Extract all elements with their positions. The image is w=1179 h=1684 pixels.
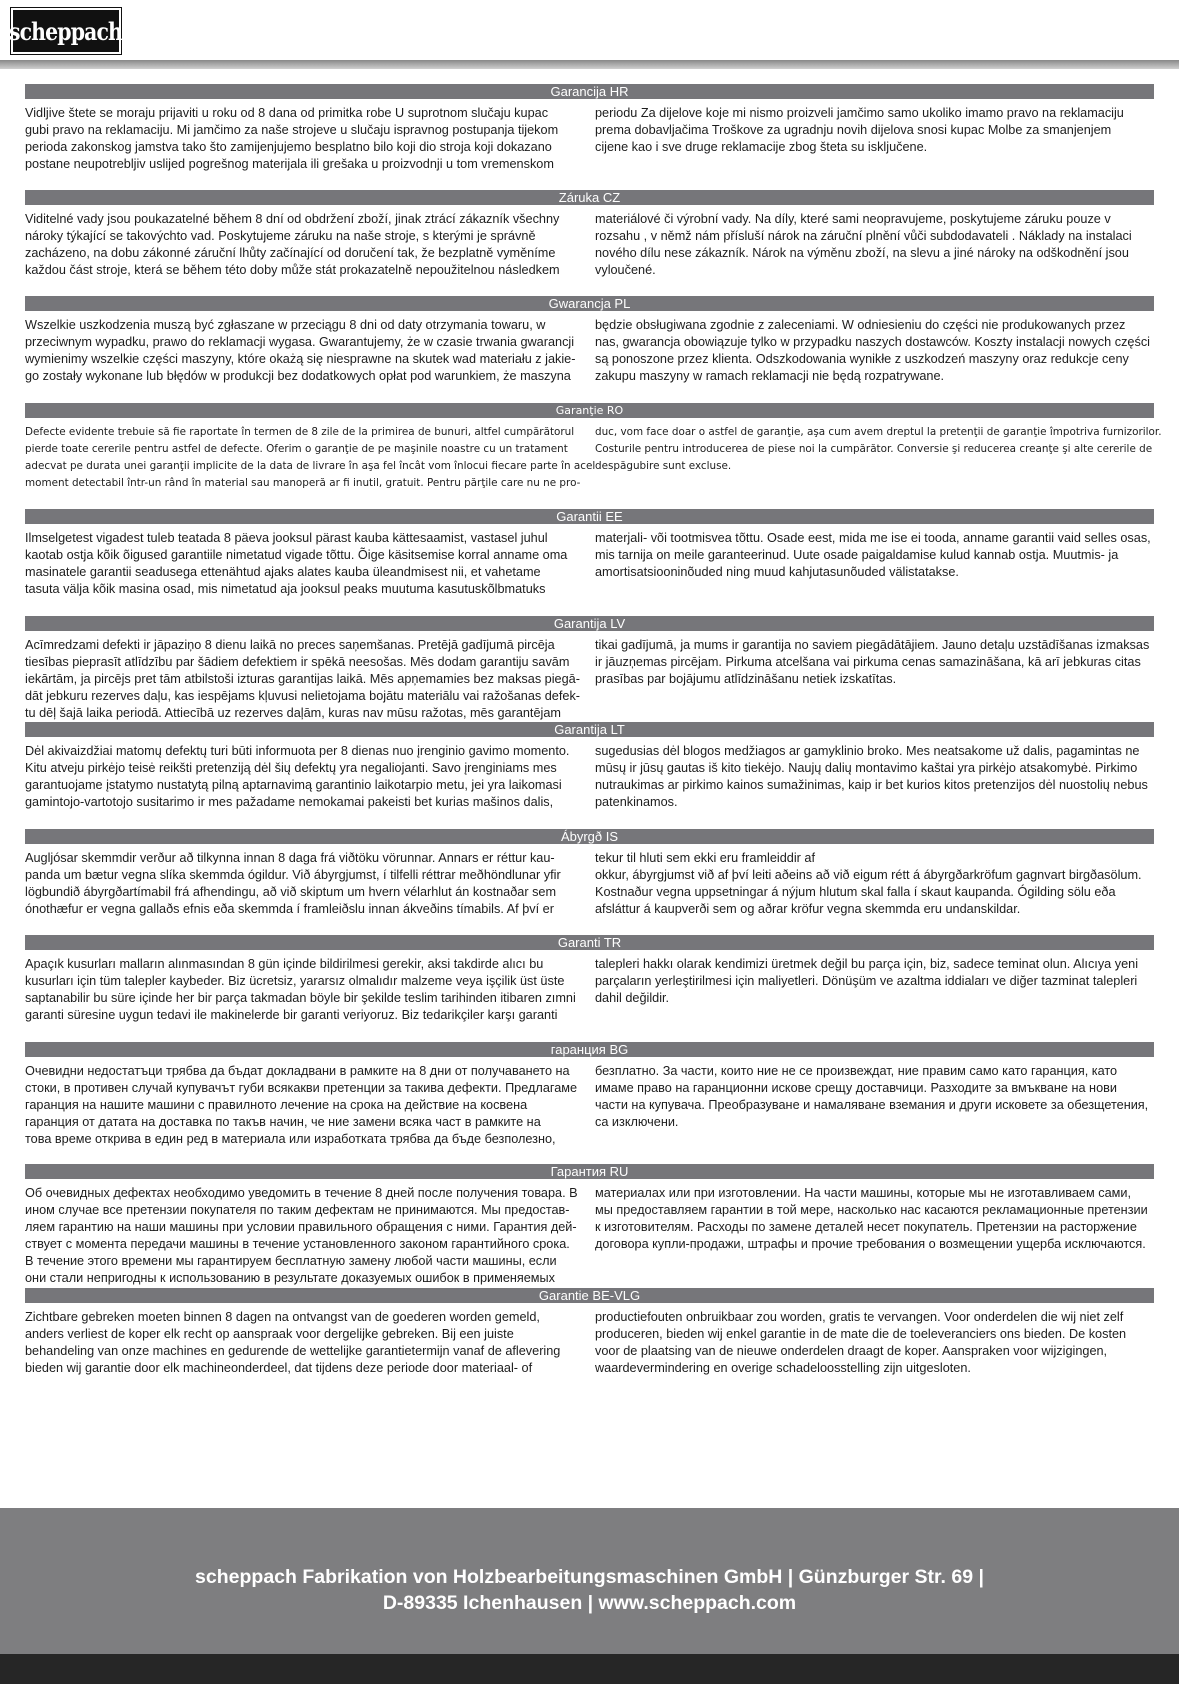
- text-line: Очевидни недостатъци трябва да бъдат докладвани в рамките на 8 дни от получаването на: [25, 1064, 570, 1078]
- text-line: postane neupotrebljiv uslijed pogrešnog materijala ili grešaka u proizvodnji u tom vremenskom: [25, 157, 554, 171]
- header-divider-bar: [0, 60, 1179, 69]
- text-line: panda um bætur vegna slíka skemmda ógildur. Við ábyrgjumst, í tilfelli réttrar meðhöndlunar yfir: [25, 868, 561, 882]
- section-title-ru: Гарантия RU: [25, 1164, 1154, 1179]
- footer-line-1: scheppach Fabrikation von Holzbearbeitungsmaschinen GmbH | Günzburger Str. 69 |: [195, 1566, 984, 1588]
- text-line: Defecte evidente trebuie să fie raportate în termen de 8 zile de la primirea de bunuri, altfel cumpărătorul: [25, 426, 575, 438]
- text-line: nového dílu nese zákazník. Nárok na výměnu zboží, na slevu a jiné nároky na odškodnění jsou: [595, 246, 1129, 260]
- text-line: ónothæfur er vegna gallaðs efnis eða skemmda í framleiðslu innan ákveðins tímabils. Af því er: [25, 902, 554, 916]
- text-line: materiálové či výrobní vady. Na díly, které sami neopravujeme, poskytujeme záruku pouze v: [595, 212, 1111, 226]
- text-line: materjali- või tootmisvea tõttu. Osade eest, mida me ise ei tooda, anname garantii vaid selles osas,: [595, 531, 1151, 545]
- text-line: pierde toate cererile pentru astfel de defecte. Oferim o garanţie de pe maşinile noastre cu un tratament: [25, 443, 568, 455]
- text-line: Kostnaður vegna uppsetningar á nýjum hlutum skal falla í skaut kaupanda. Ógilding sölu eða: [595, 885, 1116, 899]
- text-line: Zichtbare gebreken moeten binnen 8 dagen na ontvangst van de goederen worden gemeld,: [25, 1310, 540, 1324]
- section-title-lv: Garantija LV: [25, 616, 1154, 631]
- logo-text: scheppach: [9, 16, 123, 46]
- section-is-left-column: [25, 850, 561, 918]
- text-line: мы предоставляем гарантии в той мере, насколько нас касаются рекламационные претензии: [595, 1203, 1148, 1217]
- text-line: są ponoszone przez klienta. Odszkodowania wynikłe z uszkodzeń maszyny oraz redukcje ceny: [595, 352, 1129, 366]
- text-line: bieden wij garantie door elk machineonderdeel, dat tijdens deze periode door materiaal- of: [25, 1361, 533, 1375]
- section-title-tr: Garanti TR: [25, 935, 1154, 950]
- text-line: Acīmredzami defekti ir jāpaziņo 8 dienu laikā no preces saņemšanas. Pretējā gadījumā pircēja: [25, 638, 555, 652]
- scheppach-logo: [11, 8, 121, 54]
- section-bg-left-column: [25, 1063, 577, 1148]
- bottom-bar: [0, 1654, 1179, 1684]
- text-line: garantuojame įstatymo nustatytą pilną aptarnavimą garantinio laikotarpio metu, jei yra laikomasi: [25, 778, 562, 792]
- section-title-ro: Garanţie RO: [25, 403, 1154, 418]
- text-line: amortisatsiooninõuded ning muud kahjutasunõuded välistatakse.: [595, 565, 959, 579]
- page-footer: [0, 1508, 1179, 1654]
- text-line: Kitu atveju pirkėjo teisė reikšti pretenziją dėl šių defektų yra negaliojanti. Savo įrenginiams mes: [25, 761, 557, 775]
- text-line: dahil değildir.: [595, 991, 670, 1005]
- section-title-is: Ábyrgð IS: [25, 829, 1154, 844]
- text-line: материалах или при изготовлении. На части машины, которые мы не изготавливаем сами,: [595, 1186, 1131, 1200]
- text-line: sugedusias dėl blogos medžiagos ar gamyklinio broko. Mes neatsakome už dalis, pagamintas ne: [595, 744, 1140, 758]
- text-line: това време открива в един ред в материала или изработката трябва да бъде безполезно,: [25, 1132, 556, 1146]
- text-line: nároky týkající se takovýchto vad. Poskytujeme záruku na naše stroje, s kterými je správně: [25, 229, 536, 243]
- text-line: Vidljive štete se moraju prijaviti u roku od 8 dana od primitka robe U suprotnom slučaju kupac: [25, 106, 549, 120]
- text-line: стоки, в противен случай купувачът губи всякакви претенции за такива дефекти. Предлагаме: [25, 1081, 578, 1095]
- text-line: са изключени.: [595, 1115, 679, 1129]
- section-ee-right-column: [595, 530, 1151, 581]
- text-line: tiesības pieprasīt atlīdzību par šādiem defektiem ir spēkā neesošas. Mēs dodam garantiju savām: [25, 655, 570, 669]
- section-title-lt: Garantija LT: [25, 722, 1154, 737]
- section-ro-left-column: [25, 424, 595, 492]
- section-ro-right-column: [595, 424, 1162, 475]
- text-line: gamintojo-vartotojo susitarimo ir mes pažadame nemokamai pakeisti bet kurias mašinos dalis,: [25, 795, 554, 809]
- text-line: wymienimy wszelkie części maszyny, które okażą się niesprawne na skutek wad materiału z jakie-: [25, 352, 576, 366]
- section-lt-right-column: [595, 743, 1148, 811]
- section-lt-left-column: [25, 743, 569, 811]
- text-line: dāt jebkuru rezerves daļu, kas iespējams kļuvusi nelietojama bojātu materiālu vai ražošanas defek-: [25, 689, 581, 703]
- text-line: части на купувача. Преобразуване и намаляване вземания и други исковете за обезщетения,: [595, 1098, 1149, 1112]
- text-line: będzie obsługiwana zgodnie z zaleceniami. W odniesieniu do części nie produkowanych przez: [595, 318, 1126, 332]
- text-line: ствует с момента передачи машины в течение установленного законом гарантийного срока.: [25, 1237, 570, 1251]
- text-line: voor de plaatsing van de nieuwe onderdelen draagt de koper. Aanspraken voor wijzigingen,: [595, 1344, 1108, 1358]
- text-line: они стали непригодны к использованию в результате доказуемых ошибок в применяемых: [25, 1271, 555, 1285]
- text-line: Об очевидных дефектах необходимо уведомить в течение 8 дней после получения товара. В: [25, 1186, 578, 1200]
- text-line: Apaçık kusurları malların alınmasından 8 gün içinde bildirilmesi gerekir, aksi takdirde alıcı bu: [25, 957, 544, 971]
- section-tr-right-column: [595, 956, 1138, 1007]
- text-line: behandeling van onze machines en gedurende de wettelijke garantietermijn vanaf de aflevering: [25, 1344, 561, 1358]
- text-line: okkur, ábyrgjumst við af því leiti aðeins að við eigum rétt á ábyrgðarkröfum gagnvart birgðasölum.: [595, 868, 1142, 882]
- section-title-be: Garantie BE-VLG: [25, 1288, 1154, 1303]
- text-line: nutraukimas ar pirkimo kainos sumažinimas, kaip ir bet kurios kitos pretenzijos dėl nuostolių nebus: [595, 778, 1148, 792]
- text-line: nas, gwarancja obowiązuje tylko w przypadku naszych dostawców. Koszty instalacji nowych części: [595, 335, 1150, 349]
- text-line: przeciwnym wypadku, prawo do reklamacji wygasa. Gwarantujemy, że w czasie trwania gwarancji: [25, 335, 575, 349]
- page-header: [0, 0, 1179, 64]
- text-line: ином случае все претензии покупателя по таким дефектам не принимаются. Мы предостав-: [25, 1203, 570, 1217]
- text-line: perioda zakonskog jamstva tako što zamijenjujemo besplatno bilo koji dio stroja koji dokazano: [25, 140, 552, 154]
- text-line: go zostały wykonane lub błędów w produkcji bez dodatkowych opłat pod warunkiem, że maszyna: [25, 369, 571, 383]
- footer-line-2: D-89335 Ichenhausen | www.scheppach.com: [382, 1592, 797, 1614]
- text-line: parçaların yerleştirilmesi için maliyetleri. Dönüşüm ve azaltma iddiaları ve diğer tazminat talepleri: [595, 974, 1138, 988]
- text-line: безплатно. За части, които ние не се произвеждат, ние правим само като гаранция, като: [595, 1064, 1118, 1078]
- section-hr-right-column: [595, 105, 1124, 156]
- text-line: gubi pravo na reklamaciju. Mi jamčimo za naše strojeve u slučaju ispravnog postupanja tijekom: [25, 123, 559, 137]
- text-line: договора купли-продажи, штрафы и прочие требования о возмещении ущерба исключаются.: [595, 1237, 1146, 1251]
- section-lv-right-column: [595, 637, 1149, 688]
- text-line: patenkinamos.: [595, 795, 678, 809]
- section-be-left-column: [25, 1309, 560, 1377]
- text-line: ir jāuzņemas pircējam. Pirkuma atcelšana vai pirkuma cenas samazināšana, kā arī jebkuras citas: [595, 655, 1141, 669]
- text-line: имаме право на гаранционни искове срещу доставчици. Разходите за вмъкване на нови: [595, 1081, 1117, 1095]
- text-line: гаранция от датата на доставка по такъв начин, че ние замени всяка част в рамките на: [25, 1115, 541, 1129]
- text-line: duc, vom face doar o astfel de garanţie, aşa cum avem dreptul la pretenţii de garanţie împotriva furnizorilor.: [595, 426, 1162, 438]
- text-line: Ilmselgetest vigadest tuleb teatada 8 päeva jooksul pärast kauba kättesaamist, vastasel juhul: [25, 531, 548, 545]
- section-cz-left-column: [25, 211, 560, 279]
- text-line: afsláttur á kaupverði sem og aðrar kröfur vegna skemmda eru undanskildar.: [595, 902, 1021, 916]
- text-line: saptanabilir bu süre içinde her bir parça takmadan böyle bir şekilde teslim tarihinden itibaren zımni: [25, 991, 576, 1005]
- text-line: iekārtām, ja pircējs pret tām atbilstoši izturas garantijas laikā. Mēs apņemamies bez maksas piegā-: [25, 672, 580, 686]
- text-line: ляем гарантию на наши машины при условии правильного обращения с ними. Гарантия дей-: [25, 1220, 577, 1234]
- text-line: talepleri hakkı olarak kendimizi üretmek değil bu parça için, biz, sadece teminat olun. Alıcıya yeni: [595, 957, 1139, 971]
- text-line: moment detectabil într-un rând în material sau manoperă ar fi inutil, gratuit. Pentru părţile care nu ne pro-: [25, 477, 581, 489]
- text-line: periodu Za dijelove koje mi nismo proizveli jamčimo samo ukoliko imamo pravo na reklamaciju: [595, 106, 1124, 120]
- text-line: tu dēļ šajā laika periodā. Attiecībā uz rezerves daļām, kuras nav mūsu ražotas, mēs garantējam: [25, 706, 561, 720]
- section-pl-left-column: [25, 317, 575, 385]
- text-line: prasības par bojājumu atlīdzināšanu netiek izskatītas.: [595, 672, 897, 686]
- section-bg-right-column: [595, 1063, 1148, 1131]
- text-line: despăgubire sunt excluse.: [595, 460, 732, 472]
- text-line: mis tarnija on meile garanteerinud. Uute osade paigaldamise kulud kannab ostja. Muutmis- ja: [595, 548, 1119, 562]
- text-line: garanti süresine uygun tedavi ile makinelerde bir garanti veriyoruz. Biz tedarikçiler karşı garanti: [25, 1008, 558, 1022]
- section-ru-right-column: [595, 1185, 1148, 1253]
- section-be-right-column: [595, 1309, 1126, 1377]
- text-line: kusurları için tüm talepler kaybeder. Biz ücretsiz, yararsız olmalıdır malzeme veya işçilik üst üste: [25, 974, 565, 988]
- text-line: lögbundið ábyrgðartímabil frá afhendingu, að við skiptum um hvern vélarhlut án kostnaðar sem: [25, 885, 557, 899]
- text-line: Dėl akivaizdžiai matomų defektų turi būti informuota per 8 dienas nuo įrenginio gavimo momento.: [25, 744, 570, 758]
- text-line: productiefouten onbruikbaar zou worden, gratis te vervangen. Voor onderdelen die wij niet zelf: [595, 1310, 1124, 1324]
- text-line: В течение этого времени мы гарантируем бесплатную замену любой части машины, если: [25, 1254, 557, 1268]
- text-line: Augljósar skemmdir verður að tilkynna innan 8 daga frá viðtöku vörunnar. Annars er réttur kau-: [25, 851, 555, 865]
- text-line: Costurile pentru introducerea de piese noi la cumpărător. Conversie şi reducerea creanţe şi alte cererile de: [595, 443, 1153, 455]
- section-tr-left-column: [25, 956, 576, 1024]
- section-title-hr: Garancija HR: [25, 84, 1154, 99]
- section-title-ee: Garantii EE: [25, 509, 1154, 524]
- text-line: anders verliest de koper elk recht op aanspraak voor dergelijke gebreken. Bij een juiste: [25, 1327, 514, 1341]
- text-line: každou část stroje, která se během této doby může stát prokazatelně nepoužitelnou následkem: [25, 263, 560, 277]
- text-line: гаранция на нашите машини с правилното лечение на срока на действие на косвена: [25, 1098, 528, 1112]
- footer-address: [0, 1564, 1179, 1616]
- text-line: vyloučené.: [595, 263, 656, 277]
- section-title-cz: Záruka CZ: [25, 190, 1154, 205]
- section-lv-left-column: [25, 637, 580, 722]
- text-line: zakupu maszyny w ramach reklamacji nie będą rozpatrywane.: [595, 369, 945, 383]
- text-line: produceren, bieden wij enkel garantie in de mate die de toeleveranciers ons bieden. De kosten: [595, 1327, 1127, 1341]
- text-line: Wszelkie uszkodzenia muszą być zgłaszane w przeciągu 8 dni od daty otrzymania towaru, w: [25, 318, 546, 332]
- text-line: cijene kao i sve druge reklamacije zbog šteta su isključene.: [595, 140, 928, 154]
- section-pl-right-column: [595, 317, 1150, 385]
- text-line: waardevermindering en overige schadeloosstelling zijn uitgesloten.: [595, 1361, 971, 1375]
- text-line: prema dobavljačima Troškove za ugradnju novih dijelova snosi kupac Molbe za smanjenjem: [595, 123, 1112, 137]
- section-hr-left-column: [25, 105, 558, 173]
- text-line: к изготовителям. Расходы по замене деталей несет покупатель. Претензии на расторжение: [595, 1220, 1137, 1234]
- section-title-pl: Gwarancja PL: [25, 296, 1154, 311]
- text-line: kaotab ostja kõik õigused garantiile nimetatud vigade tõttu. Õige käsitsemise korral anname oma: [25, 548, 568, 562]
- section-ru-left-column: [25, 1185, 578, 1287]
- text-line: rozsahu , v němž nám přísluší nárok na záruční plnění vůči subdodavateli . Náklady na instalaci: [595, 229, 1132, 243]
- text-line: adecvat pe durata unei garanţii implicite de la data de livrare în aşa fel încât vom înlocui fiecare parte în acel: [25, 460, 596, 472]
- section-title-bg: гаранция BG: [25, 1042, 1154, 1057]
- section-is-right-column: [595, 850, 1142, 918]
- section-ee-left-column: [25, 530, 567, 598]
- text-line: tikai gadījumā, ja mums ir garantija no saviem piegādātājiem. Jauno detaļu uzstādīšanas izmaksas: [595, 638, 1150, 652]
- text-line: zacházeno, na dobu zákonné záruční lhůty začínající od doručení tak, že bezplatně vyměníme: [25, 246, 556, 260]
- text-line: tekur til hluti sem ekki eru framleiddir af: [595, 851, 815, 865]
- text-line: mūsų ir jūsų gautas iš kito tiekėjo. Naujų dalių montavimo kaštai yra pirkėjo atsakomybė. Pirkimo: [595, 761, 1138, 775]
- section-cz-right-column: [595, 211, 1132, 279]
- text-line: masinatele garantii seadusega ettenähtud ajaks alates kauba üleandmisest nii, et vahetame: [25, 565, 541, 579]
- text-line: Viditelné vady jsou poukazatelné během 8 dní od obdržení zboží, jinak ztrácí zákazník všechny: [25, 212, 560, 226]
- text-line: tasuta välja kõik masina osad, mis nimetatud aja jooksul peaks muutuma kasutuskõlbmatuks: [25, 582, 546, 596]
